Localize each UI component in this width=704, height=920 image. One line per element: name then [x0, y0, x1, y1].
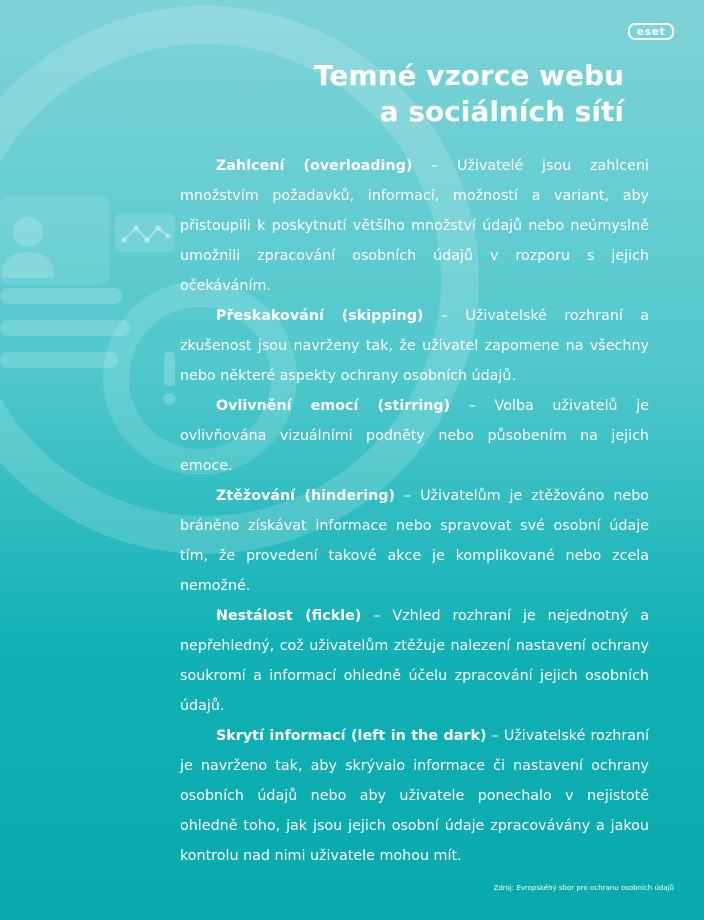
exclamation-icon [164, 352, 175, 386]
item-term: Nestálost (fickle) [216, 608, 362, 624]
item-text: – Uživatelům je ztěžováno nebo bráněno získávat informace nebo spravovat své osobní údaje tím, že provedení takové akce je komplikované nebo zcela nemožné. [180, 488, 650, 594]
item-text: – Uživatelské rozhraní a zkušenost jsou navrženy tak, že uživatel zapomene na všechny nebo některé aspekty ochrany osobních údajů. [180, 308, 649, 384]
person-head-icon [13, 217, 43, 247]
item-term: Ztěžování (hindering) [216, 488, 396, 504]
list-item [180, 481, 649, 601]
title-line-2: a sociálních sítí [379, 95, 624, 128]
text-line-shape [0, 320, 130, 336]
list-item [180, 301, 649, 391]
chart-card-shape [115, 214, 175, 252]
list-item [180, 721, 649, 871]
item-text: – Vzhled rozhraní je nejednotný a nepřehledný, což uživatelům ztěžuje nalezení nastavení ochrany soukromí a informací ohledně účelu zpracování jejich osobních údajů. [180, 608, 649, 714]
dark-patterns-list [180, 151, 649, 871]
item-text: – Volba uživatelů je ovlivňována vizuálními podněty nebo působením na jejich emoce. [180, 398, 649, 474]
item-text: – Uživatelské rozhraní je navrženo tak, aby skrývalo informace či nastavení ochrany osobních údajů nebo aby uživatele ponechalo v nejistotě ohledně toho, jak jsou jejich osobní údaje zpracovávány a jakou kontrolu nad nimi uživatele mohou mít. [180, 728, 649, 864]
item-term: Ovlivnění emocí (stirring) [216, 398, 451, 414]
item-text: – Uživatelé jsou zahlceni množstvím požadavků, informací, možností a variant, aby přistoupili k poskytnutí většího množství údajů nebo neúmyslně umožnili zpracování osobních údajů v rozporu s jejich očekáváním. [180, 158, 649, 294]
item-term: Skrytí informací (left in the dark) [216, 728, 487, 744]
text-line-shape [0, 288, 122, 304]
list-item [180, 601, 649, 721]
item-term: Zahlcení (overloading) [216, 158, 413, 174]
text-line-shape [0, 352, 118, 368]
title-line-1: Temné vzorce webu [314, 59, 624, 92]
eset-logo: eset [628, 23, 674, 40]
item-term: Přeskakování (skipping) [216, 308, 424, 324]
page-title [314, 58, 624, 130]
source-note: Zdroj: Evropskéhý sbor pro ochranu osobních údajů [493, 884, 674, 892]
list-item [180, 151, 649, 301]
list-item [180, 391, 649, 481]
